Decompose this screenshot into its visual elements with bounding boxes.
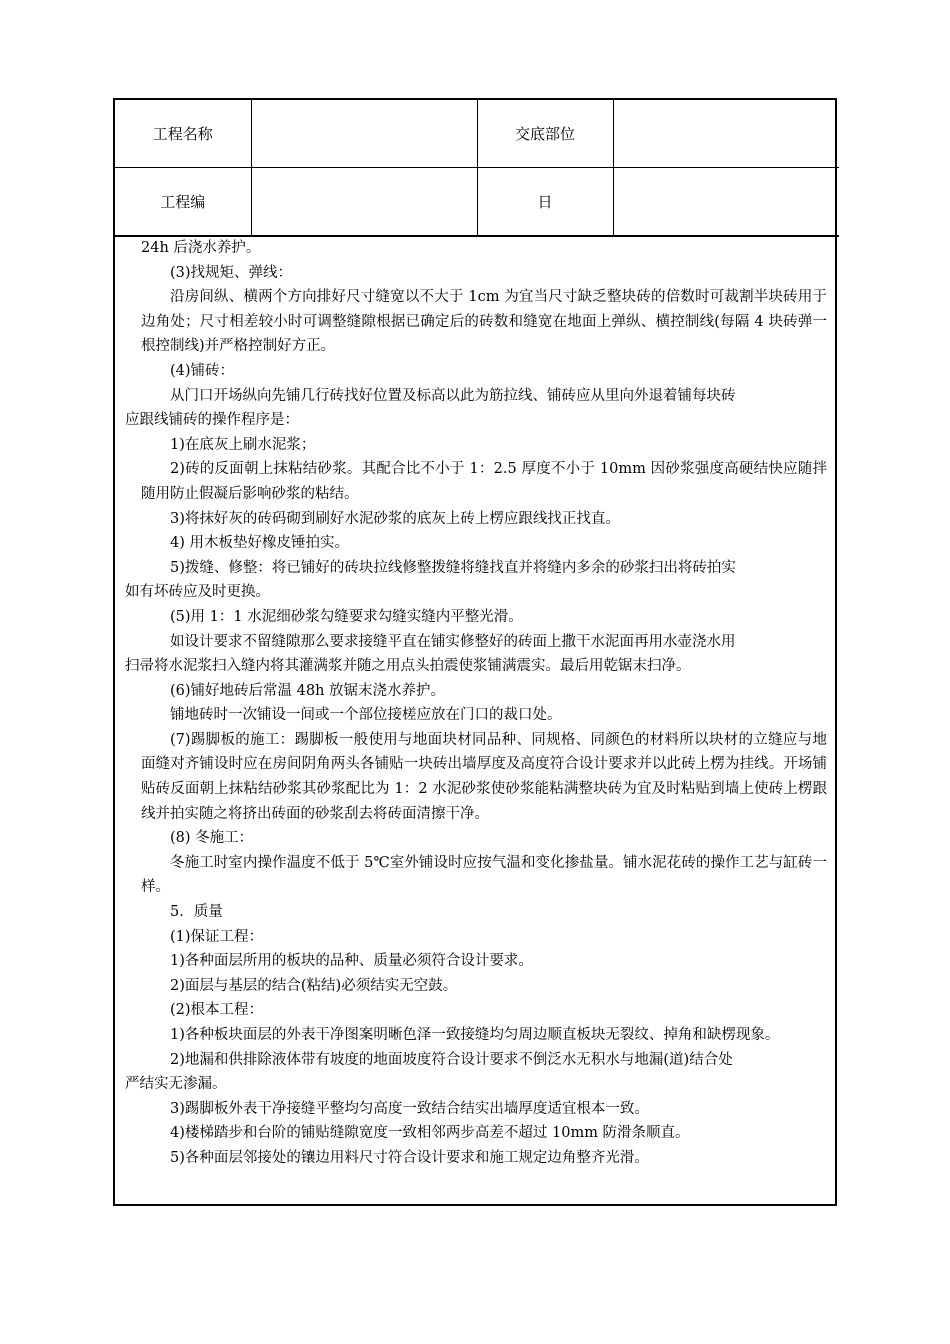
disclosure-part-label: 交底部位 [477, 100, 613, 168]
paragraph: 3)踢脚板外表干净接缝平整均匀高度一致结合结实出墙厚度适宜根本一致。 [170, 1100, 649, 1117]
paragraph: 1)在底灰上刷水泥浆； [170, 436, 316, 453]
paragraph: 5)各种面层邻接处的镶边用料尺寸符合设计要求和施工规定边角整齐光滑。 [170, 1149, 649, 1166]
project-no-label: 工程编 [115, 168, 251, 237]
header-table [115, 100, 839, 237]
paragraph: (1)保证工程： [170, 928, 264, 945]
paragraph: 1)各种面层所用的板块的品种、质量必须符合设计要求。 [170, 953, 533, 970]
paragraph: 如设计要求不留缝隙那么要求接缝平直在铺实修整好的砖面上撒干水泥面再用水壶浇水用 [170, 633, 736, 650]
paragraph: 应跟线铺砖的操作程序是： [125, 412, 299, 429]
paragraph: 沿房间纵、横两个方向排好尺寸缝宽以不大于 1cm 为宜当尺寸缺乏整块砖的倍数时可裁割半块砖用于边角处；尺寸相差较小时可调整缝隙根据已确定后的砖数和缝宽在地面上弹纵、横控制线(每隔 4 块砖弹一根控制线)并严格控制好方正。 [141, 289, 827, 355]
paragraph: 5)拨缝、修整：将已铺好的砖块拉线修整拨缝将缝找直并将缝内多余的砂浆扫出将砖拍实 [170, 559, 736, 576]
project-name-label: 工程名称 [115, 100, 251, 168]
paragraph: 4)楼梯踏步和台阶的铺贴缝隙宽度一致相邻两步高差不超过 10mm 防滑条顺直。 [170, 1125, 690, 1142]
paragraph: (3)找规矩、弹线： [170, 264, 293, 281]
header-row-2 [115, 168, 839, 237]
paragraph: 如有坏砖应及时更换。 [125, 584, 270, 601]
date-value[interactable] [613, 168, 839, 237]
paragraph: (2)根本工程： [170, 1002, 264, 1019]
paragraph: 2)面层与基层的结合(粘结)必须结实无空鼓。 [170, 977, 458, 994]
paragraph: (6)铺好地砖后常温 48h 放锯末浇水养护。 [170, 682, 446, 699]
project-name-value[interactable] [251, 100, 477, 168]
paragraph: 2)地漏和供排除液体带有坡度的地面坡度符合设计要求不倒泛水无积水与地漏(道)结合处 [170, 1051, 733, 1068]
disclosure-part-value[interactable] [613, 100, 839, 168]
disclosure-body [115, 236, 835, 1171]
paragraph: 铺地砖时一次铺设一间或一个部位接槎应放在门口的裁口处。 [170, 707, 562, 724]
paragraph: 5．质量 [170, 904, 223, 921]
paragraph: (4)铺砖： [170, 362, 235, 379]
header-row-1 [115, 100, 839, 168]
paragraph: 24h 后浇水养护。 [141, 240, 261, 256]
paragraph: 扫帚将水泥浆扫入缝内将其灌满浆并随之用点头拍震使浆铺满震实。最后用乾锯末扫净。 [125, 658, 691, 675]
date-label: 日 [477, 168, 613, 237]
project-no-value[interactable] [251, 168, 477, 237]
paragraph: 4) 用木板垫好橡皮锤拍实。 [170, 535, 349, 552]
paragraph: (5)用 1：1 水泥细砂浆勾缝要求勾缝实缝内平整光滑。 [170, 608, 523, 625]
paragraph: 严结实无渗漏。 [125, 1076, 227, 1093]
paragraph: 1)各种板块面层的外表干净图案明晰色泽一致接缝均匀周边顺直板块无裂纹、掉角和缺楞现象。 [170, 1027, 780, 1043]
paragraph: (7)踢脚板的施工：踢脚板一般使用与地面块材同品种、同规格、同颜色的材料所以块材的立缝应与地面缝对齐铺设时应在房间阴角两头各铺贴一块砖出墙厚度及高度符合设计要求并以此砖上楞为挂线。开场铺贴砖反面朝上抹粘结砂浆其砂浆配比为 1：2 水泥砂浆使砂浆能粘满整块砖为宜及时粘贴到墙上使砖上楞跟线并拍实随之将挤出砖面的砂浆刮去将砖面清擦干净。 [141, 731, 827, 822]
paragraph: 冬施工时室内操作温度不低于 5℃室外铺设时应按气温和变化掺盐量。铺水泥花砖的操作工艺与缸砖一样。 [141, 854, 827, 896]
paragraph: 2)砖的反面朝上抹粘结砂浆。其配合比不小于 1：2.5 厚度不小于 10mm 因砂浆强度高硬结快应随拌随用防止假凝后影响砂浆的粘结。 [141, 461, 827, 502]
paragraph: 从门口开场纵向先铺几行砖找好位置及标高以此为筋拉线、铺砖应从里向外退着铺每块砖 [170, 387, 736, 404]
disclosure-sheet [113, 98, 837, 1206]
paragraph: 3)将抹好灰的砖码砌到刷好水泥砂浆的底灰上砖上楞应跟线找正找直。 [170, 510, 620, 527]
paragraph: (8) 冬施工： [170, 830, 254, 847]
